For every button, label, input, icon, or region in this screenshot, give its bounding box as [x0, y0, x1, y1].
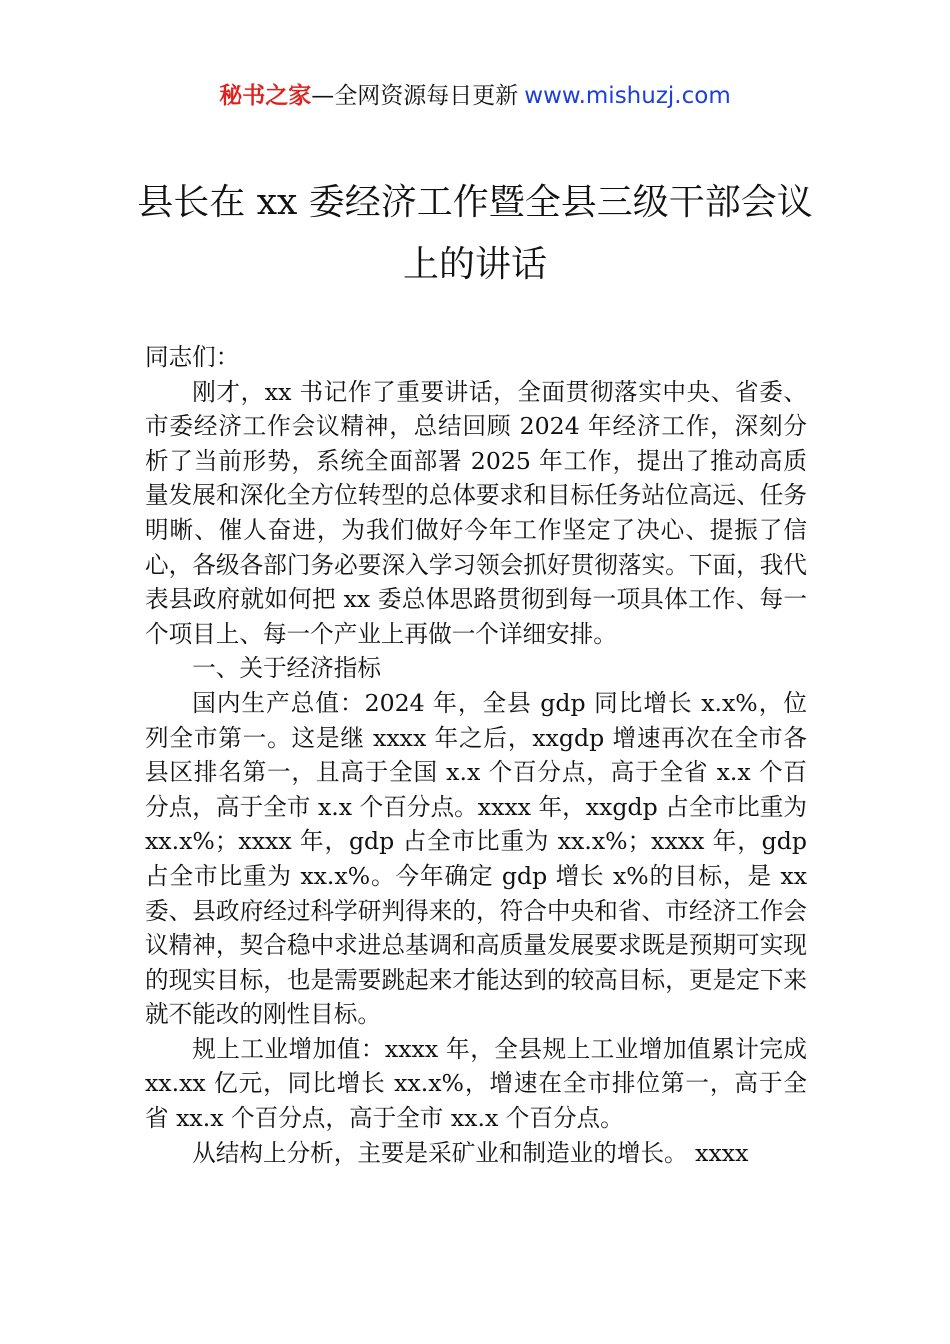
brand-name: 秘书之家 [219, 83, 312, 109]
site-url-link[interactable]: www.mishuzj.com [524, 83, 731, 109]
section-heading: 一、关于经济指标 [192, 654, 381, 683]
document-title: 县长在 xx 委经济工作暨全县三级干部会议上的讲话 [137, 182, 813, 285]
paragraph-gdp: 国内生产总值：2024 年，全县 gdp 同比增长 x.x%，位列全市第一。这是继 xxxx 年之后，xxgdp 增速再次在全市各县区排名第一，且高于全国 x.x 个百分点，高于全省 x.x 个百分点，高于全市 x.x 个百分点。xxxx 年，xxgdp 占全市比重为 xx.x%；xxxx 年，gdp 占全市比重为 xx.x%；xxxx 年，gdp 占全市比重为 xx.x%。今年确定 gdp 增长 x%的目标，是 xx 委、县政府经过科学研判得来的，符合中央和省、市经济工作会议精神，契合稳中求进总基调和高质量发展要求既是预期可实现的现实目标，也是需要跳起来才能达到的较高目标，更是定下来就不能改的刚性目标。 [145, 688, 807, 1029]
site-header [0, 80, 950, 112]
document-body [145, 340, 807, 1170]
paragraph-intro: 刚才，xx 书记作了重要讲话，全面贯彻落实中央、省委、市委经济工作会议精神，总结回顾 2024 年经济工作，深刻分析了当前形势，系统全面部署 2025 年工作，提出了推动高质量发展和深化全方位转型的总体要求和目标任务站位高远、任务明晰、催人奋进，为我们做好今年工作坚定了决心、提振了信心，各级各部门务必要深入学习领会抓好贯彻落实。下面，我代表县政府就如何把 xx 委总体思路贯彻到每一项具体工作、每一个项目上、每一个产业上再做一个详细安排。 [145, 377, 807, 648]
site-tagline: —全网资源每日更新 [311, 83, 519, 109]
paragraph-industrial-value: 规上工业增加值：xxxx 年，全县规上工业增加值累计完成 xx.xx 亿元，同比增长 xx.x%，增速在全市排位第一，高于全省 xx.x 个百分点，高于全市 xx.x 个百分点。 [145, 1034, 807, 1133]
salutation: 同志们： [145, 343, 240, 371]
paragraph-structure: 从结构上分析，主要是采矿业和制造业的增长。 xxxx [192, 1138, 749, 1167]
